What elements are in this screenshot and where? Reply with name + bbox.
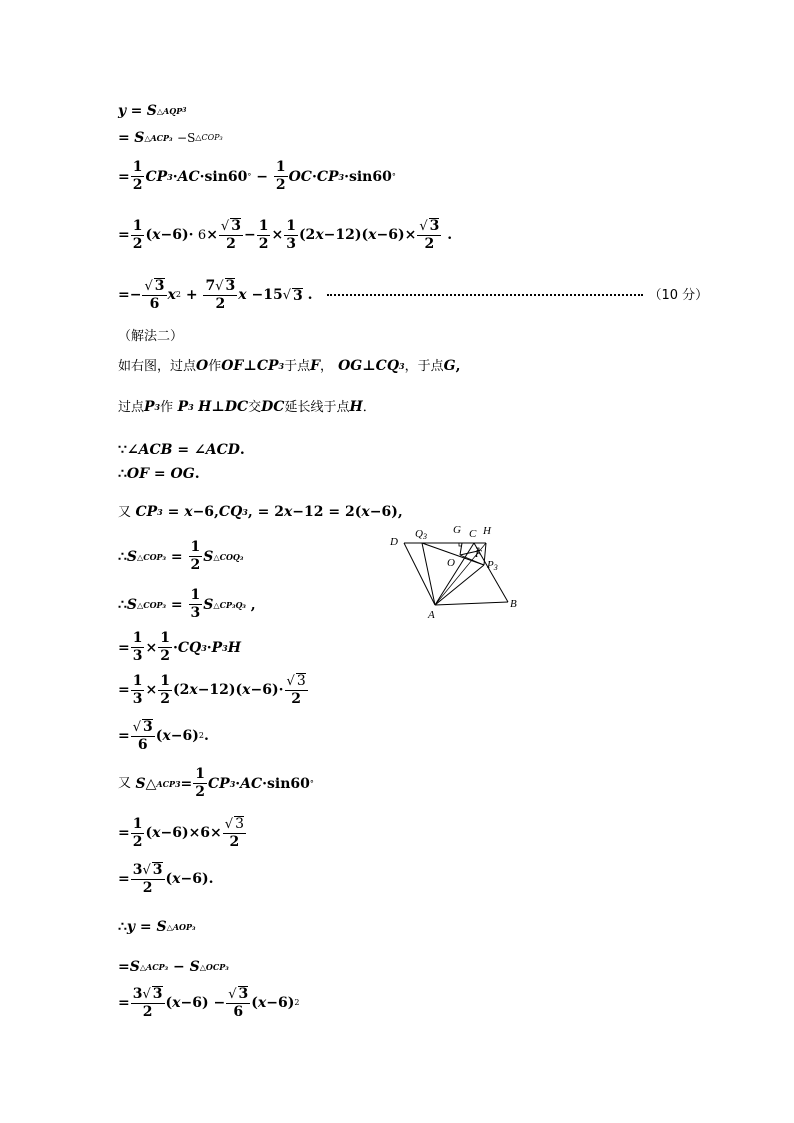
line-5: =− $\frac{√ 3}{6}$ x 2 + $\frac{7√ 3}{2}$ x −15 √ 3 . （10 分） xyxy=(118,278,709,313)
line-18: = $\frac{1}{2}$ ( x −6)×6× $\frac{√ 3}{2}$ xyxy=(118,815,244,851)
line-13: ∴ S △COP₃ = $\frac{1}{3}$ S △CP₃Q₃ , xyxy=(118,587,256,622)
line-2: = S △ACP₃ −S △COP₃ xyxy=(118,130,223,146)
geometry-figure xyxy=(380,515,530,625)
line-3: = $\frac{1}{2}$ CP 3 · AC ·sin60 ° − $\frac{1}{2}$ OC · CP 3 ·sin60 ° xyxy=(118,159,396,194)
line-10: ∴ OF = OG . xyxy=(118,466,200,482)
dotted-leader xyxy=(327,294,643,296)
label-P3: P3 xyxy=(487,559,498,572)
method-two-heading: （解法二） xyxy=(118,329,184,344)
line-22: = $\frac{3√ 3}{2}$ ( x −6) − $\frac{√ 3}{6}$ ( x −6) 2 xyxy=(118,986,300,1021)
label-A: A xyxy=(428,609,435,621)
line-11: 又 CP 3 = x −6, CQ 3 , = 2 x −12 = 2( x −6), xyxy=(118,504,403,520)
line-9: ∵ ∠ ACB = ∠ ACD . xyxy=(118,442,245,458)
line-17: 又 S △ ACP3 = $\frac{1}{2}$ CP 3 · AC ·sin60 ° xyxy=(118,766,314,801)
segment-DA xyxy=(404,543,435,605)
label-Q3: Q3 xyxy=(415,528,427,541)
label-D: D xyxy=(390,536,398,548)
line-4: = $\frac{1}{2}$ ( x −6)· 6 × $\frac{√ 3}{2}$ − $\frac{1}{2}$ × $\frac{1}{3}$ (2 x −12)( x −6)× $\frac{√ 3}{2}$ . xyxy=(118,217,453,253)
line-1: y = S △AQP 3 xyxy=(118,103,187,119)
label-B: B xyxy=(510,598,517,610)
segment-AC xyxy=(435,543,474,605)
line-19: = $\frac{3√ 3}{2}$ ( x −6). xyxy=(118,862,214,897)
line-7: 如右图，过点 O 作 OF ⊥ CP 3 于点 F ， OG ⊥ CQ 3 ，于点 G , xyxy=(118,358,461,374)
label-H: H xyxy=(483,525,491,537)
line-20: ∴ y = S △AOP₃ xyxy=(118,919,196,935)
segment-OG xyxy=(460,543,462,555)
score-label: （10 分） xyxy=(648,287,709,303)
label-C: C xyxy=(469,528,477,540)
label-G: G xyxy=(453,524,461,536)
label-O: O xyxy=(447,557,455,569)
line-12: ∴ S △COP₃ = $\frac{1}{2}$ S △COQ₃ xyxy=(118,539,244,574)
line-8: 过点 P 3 作 P 3 H ⊥ DC 交 DC 延长线于点 H ． xyxy=(118,399,376,415)
label-F: F xyxy=(475,548,482,560)
segment-AB xyxy=(435,602,508,605)
line-21: = S △ACP₃ − S △OCP₃ xyxy=(118,959,229,975)
segment-AP3 xyxy=(435,565,484,605)
segment-AQ3 xyxy=(422,543,435,605)
line-16: = $\frac{√ 3}{6}$ ( x −6) 2 . xyxy=(118,719,209,754)
line-14: = $\frac{1}{3}$ × $\frac{1}{2}$ · CQ 3 · P 3 H xyxy=(118,630,241,665)
line-15: = $\frac{1}{3}$ × $\frac{1}{2}$ (2 x −12)( x −6)· $\frac{√ 3}{2}$ xyxy=(118,672,306,708)
